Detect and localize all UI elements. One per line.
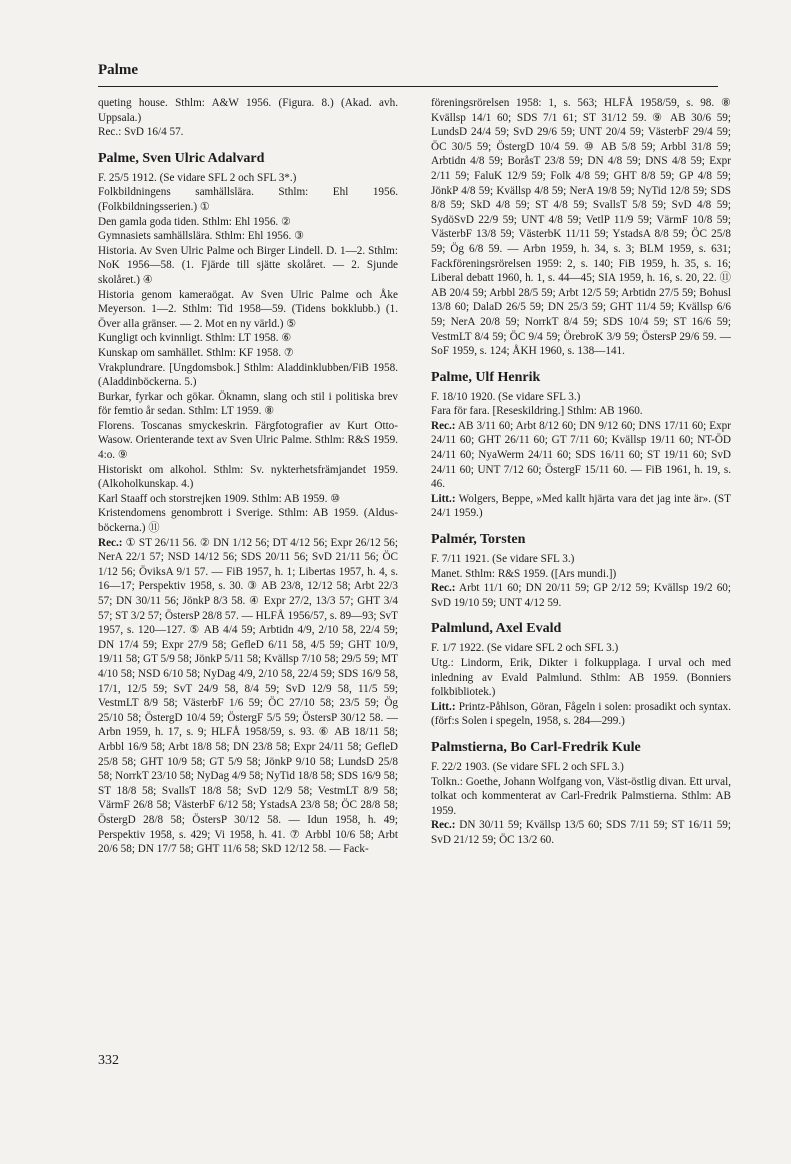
entry-evald-palmlund (431, 620, 731, 729)
header-rule (98, 86, 718, 87)
work-item: Florens. Toscanas smyckeskrin. Färgfotografier av Kurt Otto-Wasow. Orienterande text av Sven Ulric Palme. Sthlm: R&S 1959. 4:o. ⑨ (98, 419, 398, 462)
review-text: AB 3/11 60; Arbt 8/12 60; DN 9/12 60; DNS 17/11 60; Expr 24/11 60; GHT 26/11 60; GT 7/11 60; Kvällsp 19/11 60; NT-ÖD 24/11 60; NyaWerm 24/11 60; SDS 16/11 60; ST 19/11 60; SvD 24/11 60; UNT 7/12 60; ÖstergF 15/11 60. — FiB 1961, h. 19, s. 46. (431, 419, 731, 491)
review-text: DN 30/11 59; Kvällsp 13/5 60; SDS 7/11 59; ST 16/11 59; SvD 21/12 59; ÖC 13/2 60. (431, 819, 731, 846)
review-text: ① ST 26/11 56. ② DN 1/12 56; DT 4/12 56; Expr 26/12 56; NerA 22/1 57; NSD 14/12 56; SDS 20/11 56; SvD 21/11 56; ÖC 1/12 56; ÖviksA 9/1 57. — FiB 1957, h. 1; Libertas 1957, h. 4, s. 16—17; Perspektiv 1958, s. 30. ③ AB 23/8, 12/12 58; Arbt 22/3 57; DN 30/11 56; JönkP 8/3 58. ④ Expr 27/2, 13/3 57; GHT 3/4 57; ST 3/2 57; ÖstersP 28/8 57. — HLFÅ 1956/57, s. 89—93; SvT 1957, s. 120—127. ⑤ AB 4/4 59; Arbtidn 4/9, 2/10 58, 22/4 59; DN 17/4 59; Expr 27/9 58; GefleD 6/11 58, 4/5 59; GHT 10/9, 19/11 58; GT 5/9 58; JönkP 5/11 58; Kvällsp 7/10 58; 29/5 59; MT 4/10 58; NSD 6/10 58; NyDag 4/9, 2/10 58, 22/4 59; SDS 16/9 58, 17/1, 12/5 59; SvT 24/9 58, 8/4 59; SvD 12/9 58, 11/5 59; VestmLT 8/9 58; VästerbF 1/6 59; ÖC 27/10 58; 23/5 59; Ög 25/10 58; ÖstergD 10/4 59; ÖstergF 5/5 59; ÖstersP 30/12 58. — Arbn 1959, h. 17, s. 9; HLFÅ 1958/59, s. 93. ⑥ AB 18/11 58; Arbbl 16/9 58; Arbt 18/8 58; DN 23/8 58; Expr 24/11 58; GefleD 25/8 58; GHT 10/9 58; GT 5/9 58; JönkP 9/10 58; LundsD 25/8 58; NorrkT 23/10 58; NyDag 4/9 58; NyTid 18/8 58; SDS 16/9 58; ST 18/8 58; SvallsT 18/8 58; SvD 12/9 58; VestmLT 8/9 58; VärmF 26/8 58; VästerbF 6/12 58; YstadsA 23/8 58; ÖC 28/8 58; ÖstergD 28/8 58; ÖstersP 30/12 58. — Idun 1958, h. 49; Perspektiv 1958, s. 429; Vi 1958, h. 41. ⑦ Arbbl 10/6 58; Arbt 20/6 58; DN 17/7 58; GHT 11/6 58; SkD 12/12 58. — Fack- (98, 536, 399, 856)
entry-born: F. 7/11 1921. (Se vidare SFL 3.) (431, 553, 575, 566)
entry-born: F. 25/5 1912. (Se vidare SFL 2 och SFL 3*.) (98, 171, 297, 184)
work-item: Tolkn.: Goethe, Johann Wolfgang von, Väst-östlig divan. Ett urval, tolkat och kommenterat av Carl-Fredrik Palmstierna. Sthlm: AB 1959. (431, 775, 731, 817)
work-item: Folkbildningens samhällslära. Sthlm: Ehl 1956. (Folkbildningsserien.) ① (98, 186, 398, 213)
literature-paragraph (431, 700, 731, 729)
review-paragraph (431, 419, 731, 492)
entry-born: F. 22/2 1903. (Se vidare SFL 2 och SFL 3.) (431, 760, 624, 773)
entry-palmstierna (431, 739, 731, 848)
entry-torsten-palmer (431, 531, 731, 610)
entry-heading: Palme, Sven Ulric Adalvard (98, 150, 265, 166)
review-paragraph (431, 818, 731, 847)
work-item: Kunskap om samhället. Sthlm: KF 1958. ⑦ (98, 346, 294, 359)
entry-heading: Palme, Ulf Henrik (431, 369, 541, 385)
continuation-text: queting house. Sthlm: A&W 1956. (Figura. 8.) (Akad. avh. Uppsala.) (98, 97, 398, 124)
work-item: Kristendomens genombrott i Sverige. Sthlm: AB 1959. (Aldus-böckerna.) ⑪ (98, 507, 398, 535)
literature-label: Litt.: (431, 492, 456, 505)
continuation-text: föreningsrörelsen 1958: 1, s. 563; HLFÅ 1958/59, s. 98. ⑧ Kvällsp 14/1 60; SDS 7/1 61; ST 31/12 59. ⑨ AB 30/6 59; LundsD 24/4 59; SvD 29/6 59; UNT 20/4 59; VästerbF 29/4 59; ÖC 30/5 59; ÖstergD 10/4 59. ⑩ AB 5/8 59; Arbbl 31/8 59; Arbtidn 4/8 59; BoråsT 23/8 59; DN 4/8 59; DNS 4/8 59; Expr 2/11 59; FaluK 12/9 59; Folk 4/8 59; GHT 8/8 59; GP 4/8 59; JönkP 4/8 59; Kvällsp 4/8 59; NerA 19/8 59; NyTid 12/8 59; SDS 8/8 59; SkD 4/8 59; ST 4/8 59; SvallsT 5/8 59; SvD 4/8 59; SydöSvD 22/9 59; UNT 4/8 59; VetlP 11/9 59; VärmF 10/8 59; VästerbF 13/8 59; VästerbK 11/11 59; YstadsA 8/8 59; ÖC 25/8 59; Ög 6/8 59. — Arbn 1959, h. 34, s. 3; BLM 1959, s. 631; Fackföreningsrörelsen 1959: 2, s. 140; FiB 1959, h. 35, s. 16; Liberal debatt 1960, h. 1, s. 44—45; SIA 1959, h. 16, s. 20, 22. ⑪ AB 20/4 59; Arbbl 28/5 59; Arbt 12/5 59; Arbtidn 27/5 59; Bohusl 13/8 60; DalaD 26/5 59; DN 25/3 59; GHT 11/4 59; Kvällsp 6/6 59; NerA 20/8 59; NorrkT 8/4 59; SDS 10/4 59; ST 16/6 59; VestmLT 8/4 59; ÖC 9/4 59; ÖrebroK 3/9 59; ÖstersP 29/6 59. — SoF 1959, s. 124; ÅKH 1960, s. 138—141. (431, 97, 731, 358)
review-label: Rec.: (431, 419, 456, 432)
work-item: Fara för fara. [Reseskildring.] Sthlm: AB 1960. (431, 405, 643, 418)
work-item: Burkar, fyrkar och gökar. Öknamn, slang och stil i politiska brev för femtio år sedan. Sthlm: LT 1959. ⑧ (98, 390, 398, 418)
review-paragraph (431, 581, 731, 610)
entry-ulf-palme (431, 369, 731, 521)
review-text: Arbt 11/1 60; DN 20/11 59; GP 2/12 59; Kvällsp 19/2 60; SvD 19/10 59; UNT 4/12 59. (431, 582, 731, 609)
left-column (98, 96, 398, 865)
work-item: Karl Staaff och storstrejken 1909. Sthlm: AB 1959. ⑩ (98, 492, 341, 505)
review-label: Rec.: (98, 536, 123, 549)
entry-sven-ulric-palme (98, 150, 398, 857)
work-item: Den gamla goda tiden. Sthlm: Ehl 1956. ② (98, 215, 292, 228)
work-item: Gymnasiets samhällslära. Sthlm: Ehl 1956. ③ (98, 230, 305, 243)
literature-text: Printz-Påhlson, Göran, Fågeln i solen: prosadikt och syntax. (förf:s Solen i spegeln, 1958, s. 284—299.) (431, 700, 731, 728)
review-label: Rec.: (431, 819, 456, 832)
literature-paragraph (431, 492, 731, 521)
review-paragraph (98, 536, 398, 857)
work-item: Historia. Av Sven Ulric Palme och Birger Lindell. D. 1—2. Sthlm: NoK 1956—58. (1. Fjärde till sjätte skolåret. — 2. Sjunde skolåret.) ④ (98, 244, 398, 286)
entry-born: F. 18/10 1920. (Se vidare SFL 3.) (431, 390, 581, 403)
entry-heading: Palmlund, Axel Evald (431, 621, 562, 637)
entry-heading: Palmstierna, Bo Carl-Fredrik Kule (431, 739, 641, 755)
running-header: Palme (98, 62, 138, 78)
review-label: Rec.: (431, 582, 456, 595)
literature-label: Litt.: (431, 700, 456, 713)
right-column (431, 96, 731, 856)
page-number: 332 (98, 1053, 119, 1068)
work-item: Vrakplundrare. [Ungdomsbok.] Sthlm: Aladdinklubben/FiB 1958. (Aladdinböckerna. 5.) (98, 361, 398, 389)
work-item: Utg.: Lindorm, Erik, Dikter i folkupplaga. I urval och med inledning av Evald Palmlund. Sthlm: AB 1959. (Bonniers folkbibliotek.) (431, 657, 731, 699)
literature-text: Wolgers, Beppe, »Med kallt hjärta vara det jag inte är». (ST 24/1 1959.) (431, 492, 731, 520)
work-item: Manet. Sthlm: R&S 1959. ([Ars mundi.]) (431, 567, 617, 580)
work-item: Historia genom kameraögat. Av Sven Ulric Palme och Åke Meyerson. 1—2. Sthlm: Tid 1958—59. (Tidens bokklubb.) (1. Över alla gränser. — 2. Mot en ny värld.) ⑤ (98, 288, 398, 330)
work-item: Historiskt om alkohol. Sthlm: Sv. nykterhetsfrämjandet 1959. (Alkoholkunskap. 4.) (98, 463, 398, 491)
work-item: Kungligt och kvinnligt. Sthlm: LT 1958. ⑥ (98, 332, 292, 345)
continuation-review: Rec.: SvD 16/4 57. (98, 126, 184, 139)
entry-born: F. 1/7 1922. (Se vidare SFL 2 och SFL 3.) (431, 642, 619, 655)
entry-heading: Palmér, Torsten (431, 532, 526, 548)
